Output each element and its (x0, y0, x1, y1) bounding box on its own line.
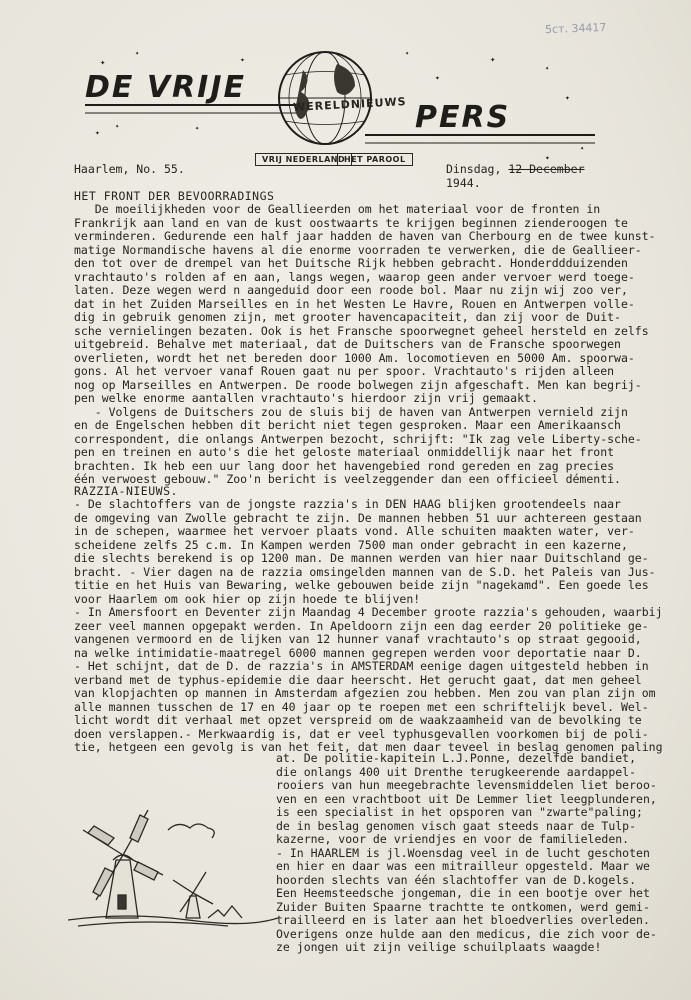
svg-text:✦: ✦ (580, 144, 585, 152)
svg-text:✦: ✦ (435, 73, 440, 82)
archive-stamp: 5ст. 34417 (544, 20, 607, 37)
masthead-title-right: PERS (415, 100, 511, 135)
svg-text:✦: ✦ (135, 49, 140, 57)
svg-text:✦: ✦ (490, 55, 496, 65)
svg-text:✦: ✦ (240, 55, 245, 64)
issue-date-struck: 12 December (508, 162, 585, 176)
issue-year: 1944. (446, 176, 481, 190)
subtitle-vrij-nederland: VRIJ NEDERLAND (255, 153, 352, 166)
svg-text:✦: ✦ (100, 58, 106, 68)
globe-label: WERELDNIEUWS (292, 95, 407, 114)
masthead (75, 40, 615, 180)
svg-text:✦: ✦ (95, 128, 100, 137)
section-body-bevoorrading: De moeilijkheden voor de Geallieerden om het materiaal voor de fronten in Frankrijk aan land en van de kust oostwaarts te krijgen beginnen zienderoogen te verminderen. Gedurende een half jaar hadden de haven van Cherbourg en de twee kunst- matige Normandische havens al die enorme voorraden te verwerken, die de Geallieer- den tot over de drempel van het Duitsche Rijk hebben gebracht. Honderddduizenden vrachtauto's rolden af en aan, langs wegen, waarop geen ander vervoer werd toege- laten. Deze wegen werd n aangeduid door een roode bol. Maar nu zijn wij zoo ver, dat in het Zuiden Marseilles en in het Westen Le Havre, Rouen en Antwerpen volle- dig in gebruik genomen zijn, met grooter havencapaciteit, dan zij voor de Duit- sche vernielingen bezaten. Ook is het Fransche spoorwegnet geheel hersteld en zelfs uitgebreid. Behalve met materiaal, dat de Duitschers van de Fransche spoorwegen overlieten, wordt het net bereden door 1000 Am. locomotieven en 5000 Am. spoorwa- gons. Al het vervoer vanaf Rouen gaat nu per spoor. Vrachtauto's rijden alleen nog op Marseilles en Antwerpen. De roode bolwegen zijn afgeschaft. Men kan begrij- pen welke enorme aantallen vrachtauto's hierdoor zijn vrij gemaakt. - Volgens de Duitschers zou de sluis bij de haven van Antwerpen vernield zijn en de Engelschen hebben dit bericht niet tegen gesproken. Maar een Amerikaansch correspondent, die onlangs Antwerpen bezocht, schrijft: "Ik zag vele Liberty-sche- pen en treinen en auto's die het geloste materiaal onmiddellijk naar het front brachten. Ik heb een uur lang door het havengebied rond gereden en zag precies één verwoest gebouw." Zoo'n bericht is veelzeggender dan een officieel démenti. (74, 202, 656, 486)
masthead-title-left: DE VRIJE (85, 70, 246, 105)
svg-text:✦: ✦ (405, 49, 410, 57)
svg-text:✦: ✦ (195, 124, 200, 132)
section-body-razzia-continued: at. De politie-kapitein L.J.Ponne, dezelfde bandiet, die onlangs 400 uit Drenthe terugkeerende aardappel- rooiers van hun meegebrachte levensmiddelen liet beroo- ven en een vrachtboot uit De Lemmer liet leegplunderen, is een specialist in het opsporen van "zwarte"paling; de in beslag genomen visch gaat steeds naar de Tulp- kazerne, voor de vriendjes en voor de familieleden. - In HAARLEM is jl.Woensdag veel in de lucht geschoten en hier en daar was een mitrailleur opgesteld. Maar we hoorden slechts van één slachtoffer van de D.kogels. Een Heemsteedsche jongeman, die in een bootje over het Zuider Buiten Spaarne trachtte te ontkomen, werd gemi- trailleerd en is later aan het bloedverlies overleden. Overigens onze hulde aan den medicus, die zich voor de- ze jongen uit zijn veilige schuilplaats waagde! (276, 751, 657, 954)
svg-text:✦: ✦ (565, 93, 570, 102)
svg-text:✦: ✦ (115, 122, 120, 130)
issue-number: Haarlem, No. 55. (74, 162, 185, 176)
section-body-razzia: - De slachtoffers van de jongste razzia's in DEN HAAG blijken grootendeels naar de omgeving van Zwolle gebracht te zijn. De mannen hebben 51 uur achtereen gestaan in de schepen, waarmee het vervoer plaats vond. Alle schuiten maakten water, ver- scheidene zelfs 25 c.m. In Kampen werden 7500 man onder gebracht in een kazerne, die slechts berekend is op 1200 man. De mannen werden van hier naar Duitschland ge- bracht. - Vier dagen na de razzia omsingelden mannen van de S.D. het Paleis van Jus- titie en het Huis van Bewaring, welke gebouwen beide zijn "nagekamd". Een goede les voor Haarlem om ook hier op zijn hoede te blijven! - In Amersfoort en Deventer zijn Maandag 4 December groote razzia's gehouden, waarbij zeer veel mannen opgepakt werden. In Apeldoorn zijn een dag eerder 20 politieke ge- vangenen vermoord en de lijken van 12 hunner vanaf vrachtauto's op straat gegooid, na welke intimidatie-maatregel 6000 mannen gegrepen werden voor deportatie naar D. - Het schijnt, dat de D. de razzia's in AMSTERDAM eenige dagen uitgesteld hebben in verband met de typhus-epidemie die daar heerscht. Het gerucht gaat, dat men geheel van klopjachten op mannen in Amsterdam afgezien zou hebben. Men zou van plan zijn om alle mannen tusschen de 17 en 40 jaar op te roepen met een schriftelijk bevel. Wel- licht wordt dit verhaal met opzet verspreid om de waakzaamheid van de bevolking te doen verslappen.- Merkwaardig is, dat er veel typhusgevallen voorkomen bij de poli- tie, hetgeen een gevolg is van het feit, dat men daar teveel in beslag genomen paling (74, 497, 663, 754)
section-title-bevoorrading: HET FRONT DER BEVOORRADINGS (74, 189, 275, 203)
subtitle-het-parool: HET PAROOL (337, 153, 413, 166)
issue-date (446, 162, 624, 190)
svg-text:✦: ✦ (545, 153, 550, 162)
issue-day: Dinsdag, (446, 162, 502, 176)
svg-text:✦: ✦ (545, 64, 550, 72)
windmill-illustration (68, 800, 278, 930)
section-title-razzia: RAZZIA-NIEUWS. (74, 484, 178, 498)
